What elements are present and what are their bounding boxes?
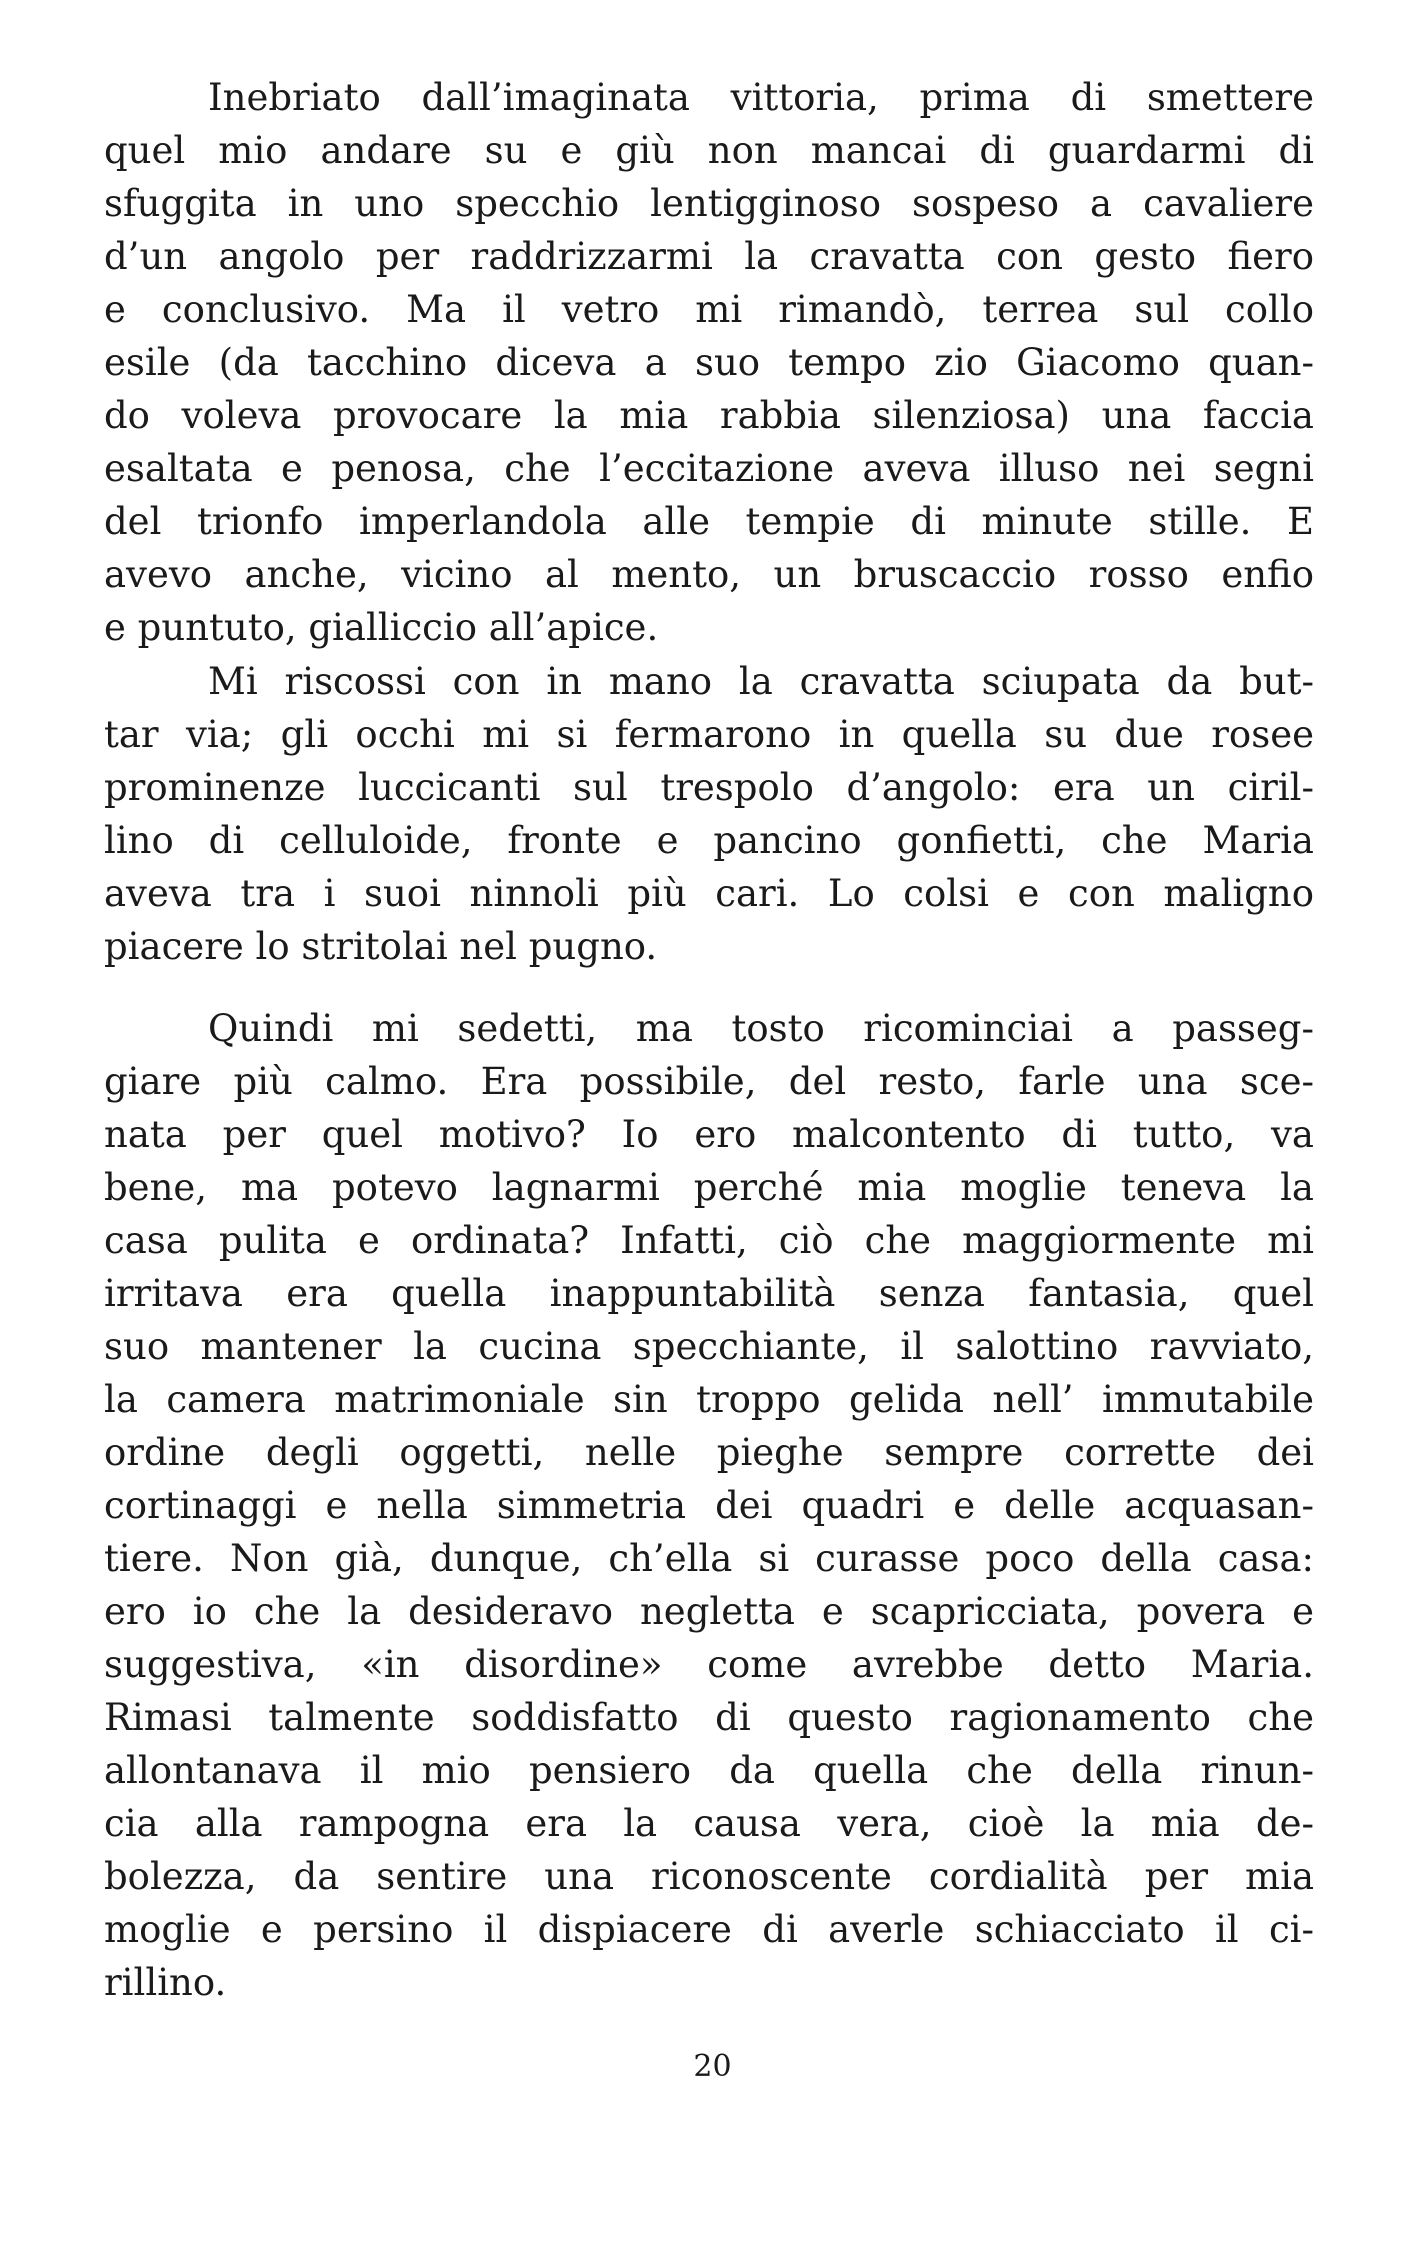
text-line: Inebriato dall’imaginata vittoria, prima di smettere <box>208 76 1314 119</box>
text-line: do voleva provocare la mia rabbia silenziosa) una faccia <box>104 394 1314 437</box>
text-line: tiere. Non già, dunque, ch’ella si curasse poco della casa: <box>104 1537 1314 1580</box>
text-line: e conclusivo. Ma il vetro mi rimandò, terrea sul collo <box>104 288 1314 331</box>
text-line: cortinaggi e nella simmetria dei quadri e delle acquasan- <box>104 1484 1314 1527</box>
text-line: prominenze luccicanti sul trespolo d’angolo: era un ciril- <box>104 766 1314 809</box>
text-line: rillino. <box>104 1961 227 2004</box>
text-line: ordine degli oggetti, nelle pieghe sempre corrette dei <box>104 1431 1314 1474</box>
text-line: nata per quel motivo? Io ero malcontento di tutto, va <box>104 1113 1314 1156</box>
text-line: esaltata e penosa, che l’eccitazione aveva illuso nei segni <box>104 447 1314 490</box>
text-line: casa pulita e ordinata? Infatti, ciò che maggiormente mi <box>104 1219 1314 1262</box>
text-line: tar via; gli occhi mi si fermarono in quella su due rosee <box>104 713 1314 756</box>
text-line: la camera matrimoniale sin troppo gelida nell’ immutabile <box>104 1378 1314 1421</box>
text-line: bene, ma potevo lagnarmi perché mia moglie teneva la <box>104 1166 1314 1209</box>
text-line: suggestiva, «in disordine» come avrebbe detto Maria. <box>104 1643 1314 1686</box>
text-line: allontanava il mio pensiero da quella che della rinun- <box>104 1749 1314 1792</box>
text-line: avevo anche, vicino al mento, un bruscaccio rosso enfio <box>104 553 1314 596</box>
text-line: e puntuto, gialliccio all’apice. <box>104 606 659 649</box>
text-line: esile (da tacchino diceva a suo tempo zio Giacomo quan- <box>104 341 1314 384</box>
text-line: bolezza, da sentire una riconoscente cordialità per mia <box>104 1855 1314 1898</box>
text-line: suo mantener la cucina specchiante, il salottino ravviato, <box>104 1325 1314 1368</box>
text-line: giare più calmo. Era possibile, del resto, farle una sce- <box>104 1060 1314 1103</box>
text-line: Mi riscossi con in mano la cravatta sciupata da but- <box>208 660 1314 703</box>
text-line: sfuggita in uno specchio lentigginoso sospeso a cavaliere <box>104 182 1314 225</box>
text-line: ero io che la desideravo negletta e scapricciata, povera e <box>104 1590 1314 1633</box>
text-line: moglie e persino il dispiacere di averle schiacciato il ci- <box>104 1908 1314 1951</box>
text-line: quel mio andare su e giù non mancai di guardarmi di <box>104 129 1314 172</box>
text-line: lino di celluloide, fronte e pancino gonfietti, che Maria <box>104 819 1314 862</box>
text-line: aveva tra i suoi ninnoli più cari. Lo colsi e con maligno <box>104 872 1314 915</box>
text-line: piacere lo stritolai nel pugno. <box>104 925 658 968</box>
text-line: cia alla rampogna era la causa vera, cioè la mia de- <box>104 1802 1314 1845</box>
page-number: 20 <box>693 2049 732 2084</box>
text-line: irritava era quella inappuntabilità senza fantasia, quel <box>104 1272 1314 1315</box>
text-line: Quindi mi sedetti, ma tosto ricominciai a passeg- <box>208 1007 1314 1050</box>
text-line: del trionfo imperlandola alle tempie di minute stille. E <box>104 500 1314 543</box>
text-line: Rimasi talmente soddisfatto di questo ragionamento che <box>104 1696 1314 1739</box>
text-line: d’un angolo per raddrizzarmi la cravatta con gesto fiero <box>104 235 1314 278</box>
